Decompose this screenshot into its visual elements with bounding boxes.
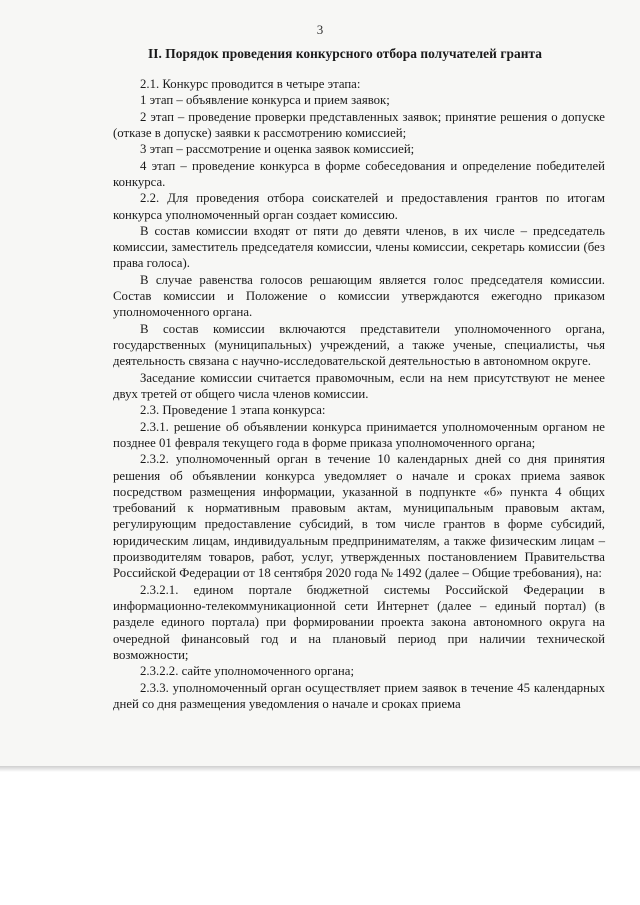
page-number: 3 — [316, 22, 324, 37]
paragraph: 2.2. Для проведения отбора соискателей и предоставления грантов по итогам конкурса уполномоченный орган создает комиссию. — [113, 191, 605, 222]
section-heading: II. Порядок проведения конкурсного отбора получателей гранта — [147, 46, 543, 61]
paragraph: 2.3. Проведение 1 этапа конкурса: — [140, 403, 326, 418]
paragraph: В состав комиссии входят от пяти до девяти членов, в их числе – председатель комиссии, заместитель председателя комиссии, члены комиссии, секретарь комиссии (без права голоса). — [113, 223, 605, 271]
scan-bottom-edge — [0, 766, 640, 772]
document-body — [113, 76, 605, 712]
paragraph: 2.3.2. уполномоченный орган в течение 10 календарных дней со дня принятия решения об объявлении конкурса уведомляет о начале и сроках приема заявок посредством размещения информации, указанной в подпункте «б» пункта 4 общих требований к нормативным правовым актам, муниципальным правовым актам, регулирующим предоставление субсидий, в том числе грантов в форме субсидий, юридическим лицам, индивидуальным предпринимателям, а также физическим лицам – производителям товаров, работ, услуг, утвержденных постановлением Правительства Российской Федерации от 18 сентября 2020 года № 1492 (далее – Общие требования), на: — [113, 452, 605, 581]
paragraph: Заседание комиссии считается правомочным, если на нем присутствуют не менее двух третей от общего числа членов комиссии. — [113, 370, 605, 401]
paragraph: 2.3.3. уполномоченный орган осуществляет прием заявок в течение 45 календарных дней со дня размещения уведомления о начале и сроках приема — [113, 680, 605, 711]
paragraph: В случае равенства голосов решающим является голос председателя комиссии. Состав комиссии и Положение о комиссии утверждаются ежегодно приказом уполномоченного органа. — [113, 272, 605, 320]
paragraph: 1 этап – объявление конкурса и прием заявок; — [140, 93, 390, 108]
paragraph: 2 этап – проведение проверки представленных заявок; принятие решения о допуске (отказе в допуске) заявки к рассмотрению комиссией; — [113, 109, 605, 140]
paragraph: 3 этап – рассмотрение и оценка заявок комиссией; — [140, 142, 415, 157]
paragraph: 4 этап – проведение конкурса в форме собеседования и определение победителей конкурса. — [113, 158, 605, 189]
paragraph: 2.3.2.1. едином портале бюджетной системы Российской Федерации в информационно-телекоммуникационной сети Интернет (далее – единый портал) (в разделе единого портала) при формировании проекта закона автономного округа на очередной финансовый год и на плановый период при наличии технической возможности; — [113, 582, 605, 662]
paragraph: 2.3.1. решение об объявлении конкурса принимается уполномоченным органом не позднее 01 февраля текущего года в форме приказа уполномоченного органа; — [113, 419, 605, 450]
paragraph: В состав комиссии включаются представители уполномоченного органа, государственных (муниципальных) учреждений, а также ученые, специалисты, чья деятельность связана с научно-исследовательской деятельностью в автономном округе. — [113, 321, 605, 369]
paragraph: 2.1. Конкурс проводится в четыре этапа: — [140, 77, 361, 91]
paragraph: 2.3.2.2. сайте уполномоченного органа; — [140, 664, 355, 679]
